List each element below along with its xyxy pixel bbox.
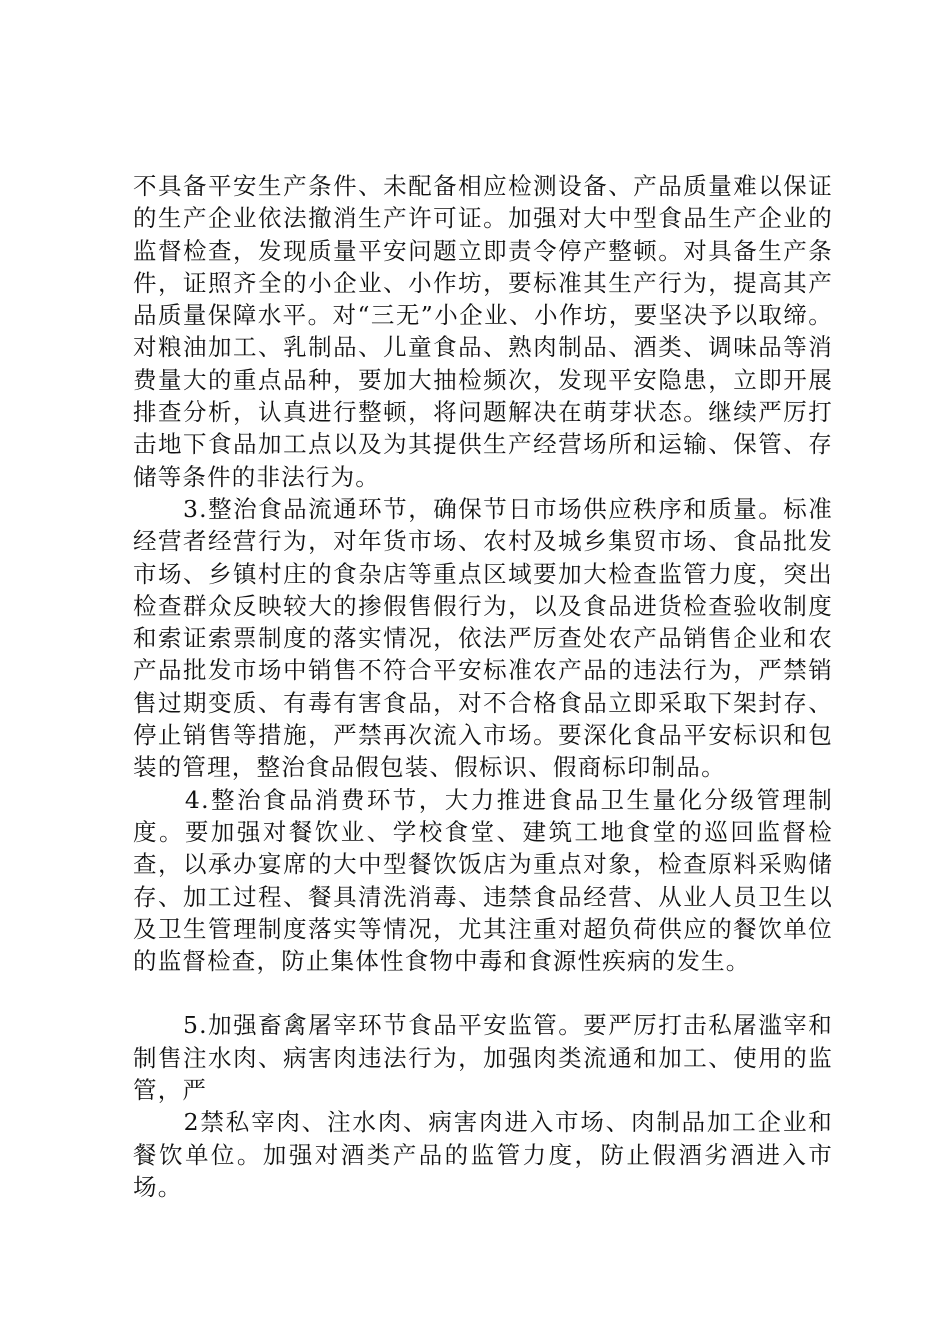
paragraph-production-regulation: 不具备平安生产条件、未配备相应检测设备、产品质量难以保证的生产企业依法撤消生产许可证。加强对大中型食品生产企业的监督检查，发现质量平安问题立即责令停产整顿。对具备生产条件，证照齐全的小企业、小作坊，要标准其生产行为，提高其产品质量保障水平。对“三无”小企业、小作坊，要坚决予以取缔。对粮油加工、乳制品、儿童食品、熟肉制品、酒类、调味品等消费量大的重点品种，要加大抽检频次，发现平安隐患，立即开展排查分析，认真进行整顿，将问题解决在萌芽状态。继续严厉打击地下食品加工点以及为其提供生产经营场所和运输、保管、存储等条件的非法行为。 (133, 172, 833, 491)
paragraph-slaughter-continued: 2禁私宰肉、注水肉、病害肉进入市场、肉制品加工企业和餐饮单位。加强对酒类产品的监管力度，防止假酒劣酒进入市场。 (133, 1108, 833, 1201)
paragraph-consumption: 4.整治食品消费环节，大力推进食品卫生量化分级管理制度。要加强对餐饮业、学校食堂、建筑工地食堂的巡回监督检查，以承办宴席的大中型餐饮饭店为重点对象，检查原料采购储存、加工过程、餐具清洗消毒、违禁食品经营、从业人员卫生以及卫生管理制度落实等情况，尤其注重对超负荷供应的餐饮单位的监督检查，防止集体性食物中毒和食源性疾病的发生。 (133, 785, 833, 976)
paragraph-slaughter: 5.加强畜禽屠宰环节食品平安监管。要严厉打击私屠滥宰和制售注水肉、病害肉违法行为，加强肉类流通和加工、使用的监管，严 (133, 1011, 833, 1105)
document-body (133, 170, 833, 1203)
paragraph-circulation: 3.整治食品流通环节，确保节日市场供应秩序和质量。标准经营者经营行为，对年货市场、农村及城乡集贸市场、食品批发市场、乡镇村庄的食杂店等重点区域要加大检查监管力度，突出检查群众反映较大的掺假售假行为，以及食品进货检查验收制度和索证索票制度的落实情况，依法严厉查处农产品销售企业和农产品批发市场中销售不符合平安标准农产品的违法行为，严禁销售过期变质、有毒有害食品，对不合格食品立即采取下架封存、停止销售等措施，严禁再次流入市场。要深化食品平安标识和包装的管理，整治食品假包装、假标识、假商标印制品。 (133, 494, 833, 782)
paragraph-gap (133, 977, 833, 1009)
